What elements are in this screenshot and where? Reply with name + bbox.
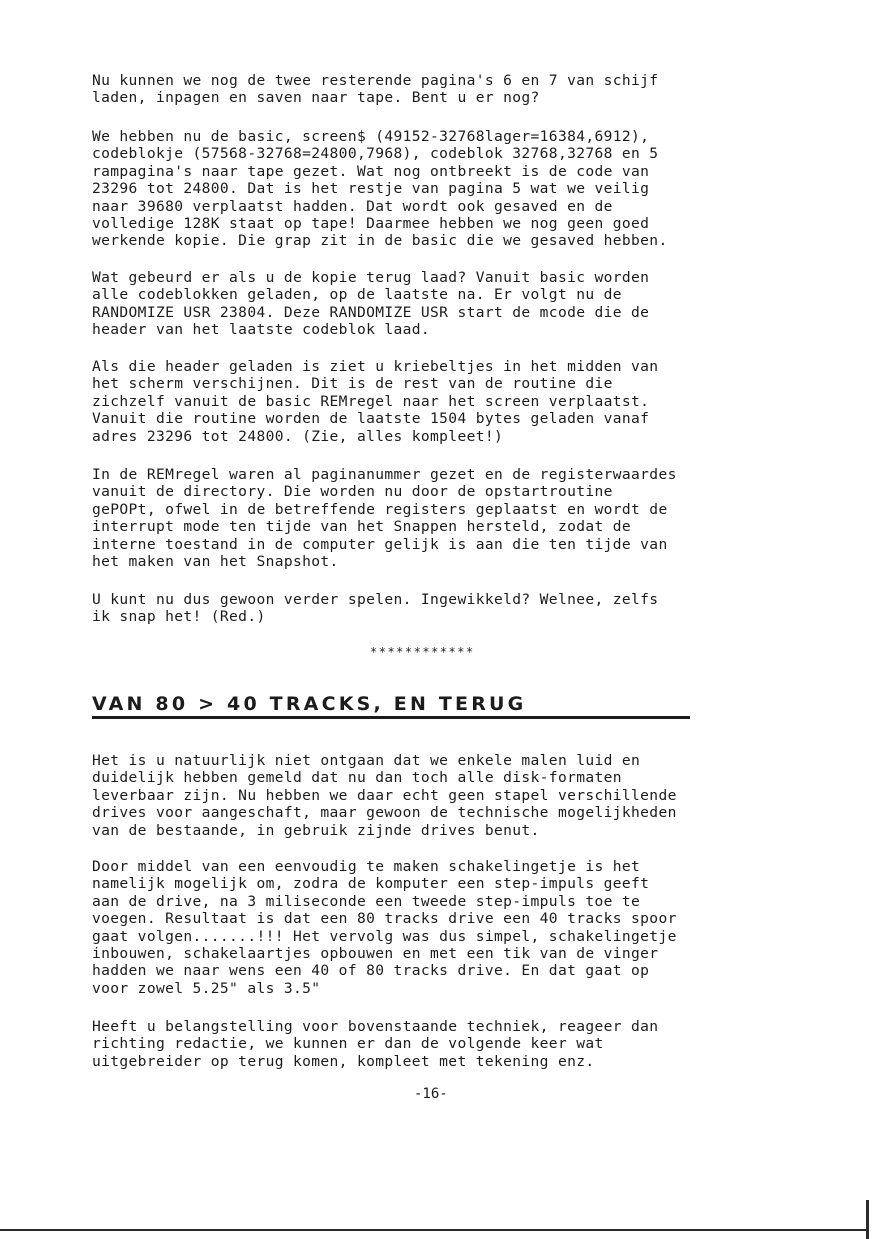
section-heading: VAN 80 > 40 TRACKS, EN TERUG (92, 693, 527, 715)
paragraph-basic-screen: We hebben nu de basic, screen$ (49152-32768lager=16384,6912), codeblokje (57568-32768=24800,7968), codeblok 32768,32768 en 5 rampagina's naar tape gezet. Wat nog ontbreekt is de code van 23296 tot 24800. Dat is het restje van pagina 5 wat we veilig naar 39680 verplaatst hadden. Dat wordt ook gesaved en de volledige 128K staat op tape! Daarmee hebben we nog geen goed werkende kopie. Die grap zit in de basic die we gesaved hebben. (92, 128, 668, 250)
section-separator: ************ (370, 645, 475, 659)
paragraph-header-geladen: Als die header geladen is ziet u kriebeltjes in het midden van het scherm verschijnen. Dit is de rest van de routine die zichzelf vanuit de basic REMregel naar het screen verplaatst. Vanuit die routine worden de laatste 1504 bytes geladen vanaf adres 23296 tot 24800. (Zie, alles kompleet!) (92, 358, 659, 445)
page-number: -16- (414, 1086, 448, 1102)
right-edge-mark (866, 1200, 869, 1239)
paragraph-disk-formaten: Het is u natuurlijk niet ontgaan dat we enkele malen luid en duidelijk hebben gemeld dat nu dan toch alle disk-formaten leverbaar zijn. Nu hebben we daar echt geen stapel verschillende drives voor aangeschaft, maar gewoon de technische mogelijkheden van de bestaande, in gebruik zijnde drives benut. (92, 752, 677, 839)
paragraph-terug-laad: Wat gebeurd er als u de kopie terug laad? Vanuit basic worden alle codeblokken geladen, op de laatste na. Er volgt nu de RANDOMIZE USR 23804. Deze RANDOMIZE USR start de mcode die de header van het laatste codeblok laad. (92, 269, 650, 339)
paragraph-intro: Nu kunnen we nog de twee resterende pagina's 6 en 7 van schijf laden, inpagen en saven naar tape. Bent u er nog? (92, 72, 659, 107)
paragraph-schakelingetje: Door middel van een eenvoudig te maken schakelingetje is het namelijk mogelijk om, zodra de komputer een step-impuls geeft aan de drive, na 3 miliseconde een tweede step-impuls toe te voegen. Resultaat is dat een 80 tracks drive een 40 tracks spoor gaat volgen.......!!! Het vervolg was dus simpel, schakelingetje inbouwen, schakelaartjes opbouwen en met een tik van de vinger hadden we naar wens een 40 of 80 tracks drive. En dat gaat op voor zowel 5.25" als 3.5" (92, 858, 677, 997)
paragraph-remregel: In de REMregel waren al paginanummer gezet en de registerwaardes vanuit de directory. Die worden nu door de opstartroutine gePOPt, ofwel in de betreffende registers geplaatst en wordt de interrupt mode ten tijde van het Snappen hersteld, zodat de interne toestand in de computer gelijk is aan die ten tijde van het maken van het Snapshot. (92, 466, 677, 571)
paragraph-belangstelling: Heeft u belangstelling voor bovenstaande techniek, reageer dan richting redactie, we kunnen er dan de volgende keer wat uitgebreider op terug komen, kompleet met tekening enz. (92, 1018, 659, 1070)
paragraph-verder-spelen: U kunt nu dus gewoon verder spelen. Ingewikkeld? Welnee, zelfs ik snap het! (Red.) (92, 591, 659, 626)
bottom-edge-rule (0, 1229, 866, 1231)
heading-underline (92, 716, 690, 719)
